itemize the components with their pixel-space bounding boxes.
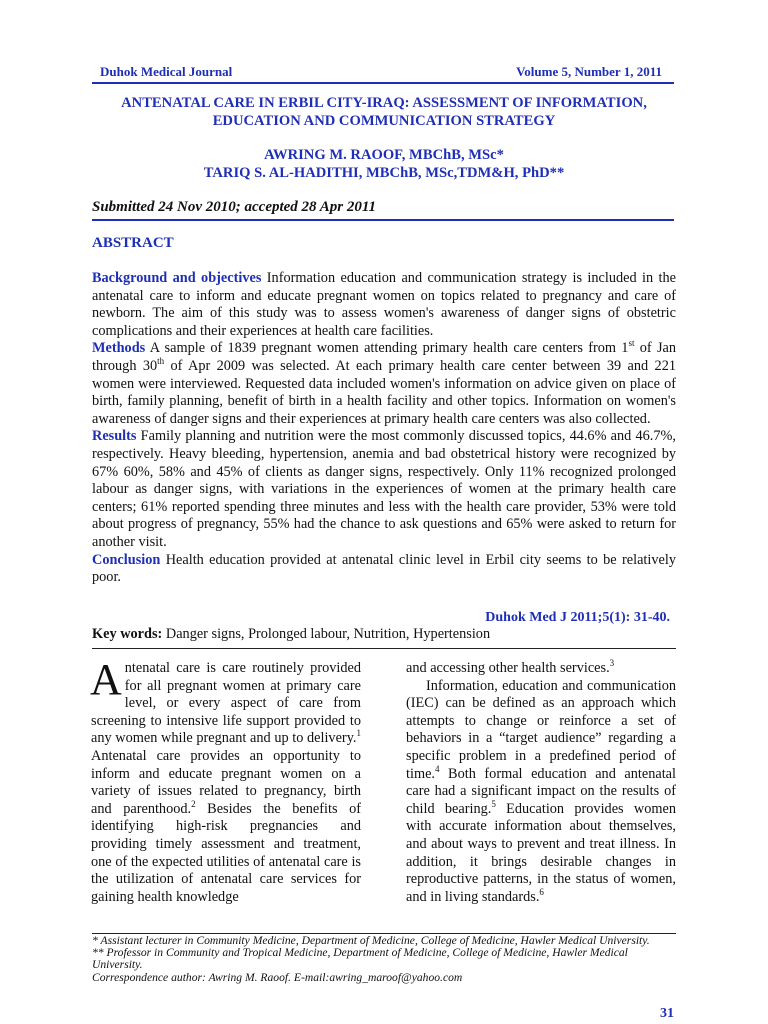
keywords-text: Danger signs, Prolonged labour, Nutrition, Hypertension — [162, 626, 491, 642]
results-text: Family planning and nutrition were the most commonly discussed topics, 44.6% and 46.7%, respectively. Heavy bleeding, hypertension, anemia and bad obstetrical history were recognized by 67% 60%, 58% and 45% of clients as danger signs, respectively. Only 11% recognized prolonged labour as danger signs, with variations in the experiences of women at the primary health care centers; 61% reported spending three minutes and less with the health care provider, 53% were told about progress of pregnancy, 55% had the chance to ask questions and 65% were asked to return for another visit. — [92, 428, 676, 550]
reference-marker: 2 — [191, 798, 196, 809]
methods-text: of Jan through 30 — [92, 340, 676, 374]
abstract-results — [92, 428, 676, 551]
footnote-correspondence: Correspondence author: Awring M. Raoof. E-mail:awring_maroof@yahoo.com — [92, 970, 463, 984]
conclusion-text: Health education provided at antenatal clinic level in Erbil city seems to be relatively poor. — [92, 551, 676, 586]
body-text: Information, education and communication (IEC) can be defined as an approach which attempts to change or reinforce a set of behaviors in a “target audience” regarding a specific problem in a predefined period of time. — [406, 677, 676, 782]
footnotes — [92, 935, 676, 984]
superscript: th — [157, 355, 165, 366]
body-column-right — [406, 660, 676, 906]
body-text: Both formal education and antenatal care had a significant impact on the results of child bearing. — [406, 765, 676, 817]
running-header — [92, 62, 674, 84]
author-list — [60, 146, 708, 182]
author-1: AWRING M. RAOOF, MBChB, MSc* — [264, 147, 504, 163]
body-text: Besides the benefits of identifying high-risk pregnancies and providing timely assessment and treatment, one of the expected utilities of antenatal care is the utilization of antenatal care services for gaining health knowledge — [91, 800, 362, 905]
abstract-heading: ABSTRACT — [92, 235, 174, 251]
divider — [92, 648, 676, 649]
results-label: Results — [92, 428, 137, 445]
body-text: Education provides women with accurate information about themselves, and about ways to prevent and treat illness. In addition, it brings desirable changes in reproductive patterns, in the status of women, and in living standards. — [406, 800, 676, 905]
journal-name: Duhok Medical Journal — [100, 64, 233, 79]
article-title — [60, 94, 708, 130]
body-text: Antenatal care provides an opportunity to inform and educate pregnant women on a variety of issues related to pregnancy, birth and parenthood. — [91, 747, 361, 817]
citation: Duhok Med J 2011;5(1): 31-40. — [485, 610, 670, 625]
title-line-1: ANTENATAL CARE IN ERBIL CITY-IRAQ: ASSESSMENT OF INFORMATION, — [121, 95, 647, 111]
body-column-left — [90, 655, 362, 906]
page-number: 31 — [660, 1006, 674, 1021]
reference-marker: 6 — [539, 886, 544, 897]
title-line-2: EDUCATION AND COMMUNICATION STRATEGY — [212, 113, 556, 129]
abstract-body — [92, 270, 676, 587]
volume-info: Volume 5, Number 1, 2011 — [516, 64, 662, 79]
body-paragraph — [90, 655, 362, 906]
methods-text: A sample of 1839 pregnant women attending primary health care centers from 1 — [145, 340, 629, 357]
submission-dates: Submitted 24 Nov 2010; accepted 28 Apr 2011 — [92, 199, 377, 215]
keywords-label: Key words: — [92, 626, 163, 642]
body-text: ntenatal care is care routinely provided for all pregnant women at primary care level, or every aspect of care from screening to intensive life support provided to any women while pregnant and up to delivery. — [91, 660, 361, 747]
divider — [92, 219, 674, 221]
reference-marker: 5 — [491, 798, 496, 809]
reference-marker: 3 — [609, 658, 615, 668]
background-label: Background and objectives — [92, 270, 262, 286]
reference-marker: 1 — [356, 728, 361, 739]
conclusion-label: Conclusion — [92, 551, 161, 568]
abstract-conclusion — [92, 552, 676, 587]
superscript: st — [628, 338, 635, 349]
body-paragraph — [406, 660, 676, 678]
body-paragraph — [406, 678, 676, 907]
author-2: TARIQ S. AL-HADITHI, MBChB, MSc,TDM&H, PhD** — [203, 165, 565, 181]
reference-marker: 4 — [435, 763, 440, 774]
abstract-background — [92, 270, 676, 340]
methods-label: Methods — [92, 340, 146, 357]
drop-cap: A — [90, 655, 122, 704]
keywords — [92, 626, 490, 643]
body-text: and accessing other health services. — [406, 660, 610, 676]
abstract-methods — [92, 340, 676, 428]
methods-text: of Apr 2009 was selected. At each primary health care center between 39 and 221 women were interviewed. Requested data included women's information on advice given on place of birth, family planning, benefit of birth in a health facility and other topics. Information on women's awareness of danger signs and their experiences at primary health care centers was also collected. — [92, 357, 676, 427]
footnote-2: ** Professor in Community and Tropical Medicine, Department of Medicine, College of Medicine, Hawler Medical University. — [92, 946, 628, 972]
background-text: Information education and communication strategy is included in the antenatal care to inform and educate pregnant women on topics related to pregnancy and care of newborn. The aim of this study was to assess women's awareness of danger signs of obstetric complications and their experiences at health care facilities. — [92, 270, 677, 339]
footnote-1: * Assistant lecturer in Community Medicine, Department of Medicine, College of Medicine, Hawler Medical University. — [92, 934, 650, 947]
